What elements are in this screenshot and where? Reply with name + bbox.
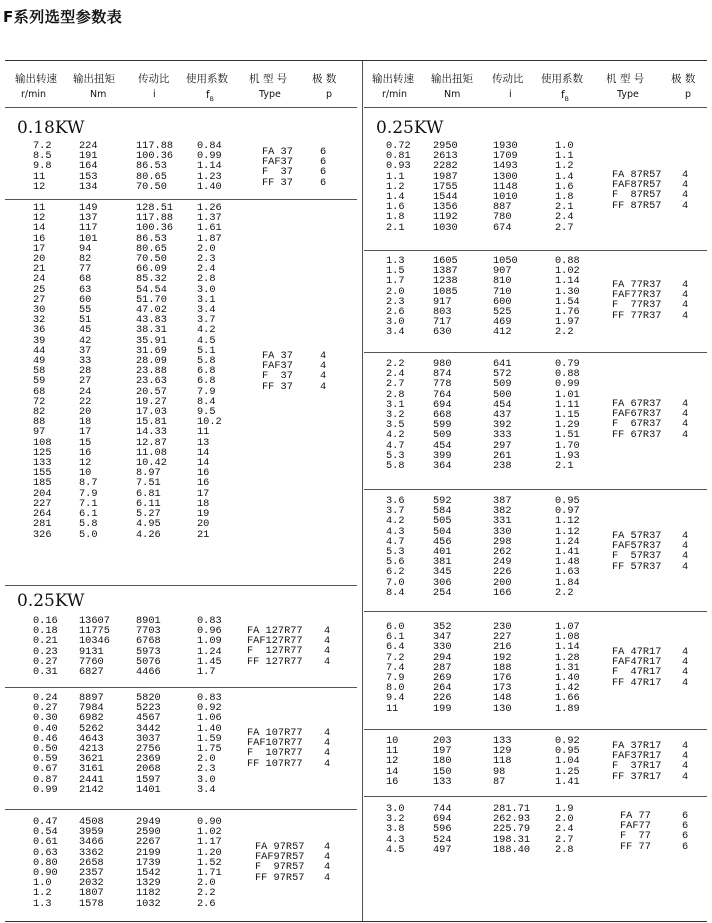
- ratio-cells: 2949 2590 2267 2199 1739 1542 1329 1182 1032: [136, 816, 161, 910]
- factor-cells: 0.88 1.02 1.14 1.30 1.54 1.76 1.97 2.2: [555, 255, 580, 339]
- ratio-cells: 1930 1709 1493 1300 1148 1010 887 780 674: [493, 140, 518, 234]
- factor-cells: 1.07 1.08 1.14 1.28 1.31 1.40 1.42 1.66 1.89: [555, 621, 580, 715]
- power-label: 0.25KW: [376, 118, 444, 138]
- header-ratio: 传动比: [138, 73, 170, 85]
- pole-cells: 4 4 4 4: [682, 169, 689, 212]
- speed-cells: 3.6 3.7 4.2 4.3 4.7 5.3 5.6 6.2 7.0 8.4: [386, 495, 405, 599]
- header-model: 机 型 号: [606, 73, 645, 85]
- pole-cells: 4 4 4 4: [324, 841, 331, 884]
- speed-cells: 2.2 2.4 2.7 2.8 3.1 3.2 3.5 4.2 4.7 5.3 5.8: [386, 358, 405, 473]
- factor-cells: 0.83 0.92 1.06 1.40 1.59 1.75 2.0 2.3 3.0 3.4: [197, 692, 222, 796]
- pole-cells: 4 4 4 4: [324, 625, 331, 668]
- unit-pole: p: [685, 89, 692, 100]
- divider: [5, 687, 357, 688]
- column-divider: [362, 61, 363, 921]
- torque-cells: 13607 11775 10346 9131 7760 6827: [79, 615, 110, 679]
- torque-cells: 1605 1387 1238 1085 917 803 717 630: [433, 255, 458, 339]
- ratio-cells: 8901 7703 6768 5973 5076 4466: [136, 615, 161, 679]
- divider: [364, 796, 707, 797]
- ratio-cells: 281.71 262.93 225.79 198.31 188.40: [493, 803, 531, 856]
- factor-cells: 0.90 1.02 1.17 1.20 1.52 1.71 2.0 2.2 2.6: [197, 816, 222, 910]
- model-cells: FA 37R17 FAF37R17 F 37R17 FF 37R17: [612, 740, 662, 783]
- speed-cells: 6.0 6.1 6.4 7.2 7.4 7.9 8.0 9.4 11: [386, 621, 405, 715]
- speed-cells: 0.47 0.54 0.61 0.63 0.80 0.90 1.0 1.2 1.3: [33, 816, 58, 910]
- unit-model: Type: [259, 89, 281, 100]
- speed-cells: 0.24 0.27 0.30 0.40 0.46 0.50 0.59 0.67 0.87 0.99: [33, 692, 58, 796]
- unit-ratio: i: [153, 89, 156, 100]
- pole-cells: 6 6 6 6: [682, 810, 689, 853]
- pole-cells: 6 6 6 6: [320, 146, 327, 189]
- ratio-cells: 5820 5223 4567 3442 3037 2756 2369 2068 1597 1401: [136, 692, 161, 796]
- pole-cells: 4 4 4 4: [682, 279, 689, 322]
- right-column: [364, 61, 707, 921]
- torque-cells: 224 191 164 153 134: [79, 140, 98, 193]
- divider: [5, 585, 357, 586]
- header-model: 机 型 号: [249, 73, 288, 85]
- torque-cells: 980 874 778 764 694 668 599 509 454 399 364: [433, 358, 452, 473]
- unit-factor: $f_B$: [206, 89, 214, 103]
- divider: [364, 107, 707, 108]
- power-label: 0.25KW: [17, 591, 85, 611]
- header-speed: 输出转速: [15, 73, 57, 85]
- speed-cells: 10 11 12 14 16: [386, 735, 399, 788]
- unit-ratio: i: [509, 89, 512, 100]
- header-torque: 输出扭矩: [431, 73, 473, 85]
- pole-cells: 4 4 4 4: [682, 646, 689, 689]
- table-header: [5, 71, 357, 105]
- header-factor: 使用系数: [541, 73, 583, 85]
- speed-cells: 11 12 14 16 17 20 21 24 25 27 30 32 36 39 44 49 58 59 68 72 82 88 97 108 125 133 155 185 204 227 264 281 326: [33, 202, 52, 541]
- header-factor: 使用系数: [186, 73, 228, 85]
- model-cells: FA 77 FAF77 F 77 FF 77: [620, 810, 651, 853]
- model-cells: FA 37 FAF37 F 37 FF 37: [262, 146, 293, 189]
- ratio-cells: 1050 907 810 710 600 525 469 412: [493, 255, 518, 339]
- header-pole: 极 数: [312, 73, 337, 85]
- speed-cells: 1.3 1.5 1.7 2.0 2.3 2.6 3.0 3.4: [386, 255, 405, 339]
- pole-cells: 4 4 4 4: [682, 530, 689, 573]
- unit-torque: Nm: [90, 89, 107, 100]
- model-cells: FA 97R57 FAF97R57 F 97R57 FF 97R57: [255, 841, 305, 884]
- torque-cells: 203 197 180 150 133: [433, 735, 452, 788]
- ratio-cells: 641 572 509 500 454 437 392 333 297 261 238: [493, 358, 512, 473]
- model-cells: FA 87R57 FAF87R57 F 87R57 FF 87R57: [612, 169, 662, 212]
- divider: [364, 729, 707, 730]
- selection-table: [5, 60, 707, 922]
- torque-cells: 2950 2613 2282 1987 1755 1544 1356 1192 1030: [433, 140, 458, 234]
- factor-cells: 1.0 1.1 1.2 1.4 1.6 1.8 2.1 2.4 2.7: [555, 140, 574, 234]
- pole-cells: 4 4 4 4: [682, 398, 689, 441]
- factor-cells: 1.9 2.0 2.4 2.7 2.8: [555, 803, 574, 856]
- ratio-cells: 128.51 117.88 100.36 86.53 80.65 70.50 66.09 85.32 54.54 51.70 47.02 43.83 38.31 35.91 31.69 28.09 23.88 23.63 20.57 19.27 17.03 15.81 14.33 12.87 11.08 10.42 8.97 7.51 6.81 6.11 5.27 4.95 4.26: [136, 202, 174, 541]
- divider: [5, 199, 357, 200]
- pole-cells: 4 4 4 4: [320, 350, 327, 393]
- model-cells: FA 57R37 FAF57R37 F 57R37 FF 57R37: [612, 530, 662, 573]
- divider: [364, 352, 707, 353]
- header-pole: 极 数: [671, 73, 696, 85]
- torque-cells: 744 694 596 524 497: [433, 803, 452, 856]
- factor-cells: 0.84 0.99 1.14 1.23 1.40: [197, 140, 222, 193]
- model-cells: FA 67R37 FAF67R37 F 67R37 FF 67R37: [612, 398, 662, 441]
- torque-cells: 149 137 117 101 94 82 77 68 63 60 55 51 45 42 37 33 28 27 24 22 20 18 17 15 16 12 10 8.7 7.9 7.1 6.1 5.8 5.0: [79, 202, 98, 541]
- torque-cells: 4508 3959 3466 3362 2658 2357 2032 1807 1578: [79, 816, 104, 910]
- speed-cells: 3.0 3.2 3.8 4.3 4.5: [386, 803, 405, 856]
- factor-cells: 0.95 0.97 1.12 1.12 1.24 1.41 1.48 1.63 1.84 2.2: [555, 495, 580, 599]
- table-header: [364, 71, 707, 105]
- torque-cells: 352 347 330 294 287 269 264 226 199: [433, 621, 452, 715]
- ratio-cells: 117.88 100.36 86.53 80.65 70.50: [136, 140, 174, 193]
- divider: [364, 250, 707, 251]
- factor-cells: 0.92 0.95 1.04 1.25 1.41: [555, 735, 580, 788]
- speed-cells: 0.72 0.81 0.93 1.1 1.2 1.4 1.6 1.8 2.1: [386, 140, 411, 234]
- model-cells: FA 37 FAF37 F 37 FF 37: [262, 350, 293, 393]
- unit-speed: r/min: [21, 89, 47, 100]
- pole-cells: 4 4 4 4: [324, 727, 331, 770]
- factor-cells: 1.26 1.37 1.61 1.87 2.0 2.3 2.4 2.8 3.0 3.1 3.4 3.7 4.2 4.5 5.1 5.8 6.8 6.8 7.9 8.4 9.5 10.2 11 13 14 14 16 16 17 18 19 20 21: [197, 202, 222, 541]
- ratio-cells: 230 227 216 192 188 176 173 148 130: [493, 621, 512, 715]
- power-label: 0.18KW: [17, 118, 85, 138]
- header-speed: 输出转速: [372, 73, 414, 85]
- speed-cells: 0.16 0.18 0.21 0.23 0.27 0.31: [33, 615, 58, 679]
- ratio-cells: 387 382 331 330 298 262 249 226 200 166: [493, 495, 512, 599]
- factor-cells: 0.83 0.96 1.09 1.24 1.45 1.7: [197, 615, 222, 679]
- unit-torque: Nm: [444, 89, 461, 100]
- model-cells: FA 127R77 FAF127R77 F 127R77 FF 127R77: [247, 625, 303, 668]
- pole-cells: 4 4 4 4: [682, 740, 689, 783]
- speed-cells: 7.2 8.5 9.8 11 12: [33, 140, 52, 193]
- divider: [5, 809, 357, 810]
- model-cells: FA 77R37 FAF77R37 F 77R37 FF 77R37: [612, 279, 662, 322]
- factor-cells: 0.79 0.88 0.99 1.01 1.11 1.15 1.29 1.51 1.70 1.93 2.1: [555, 358, 580, 473]
- torque-cells: 592 584 505 504 456 401 381 345 306 254: [433, 495, 452, 599]
- unit-speed: r/min: [382, 89, 408, 100]
- unit-model: Type: [617, 89, 639, 100]
- model-cells: FA 47R17 FAF47R17 F 47R17 FF 47R17: [612, 646, 662, 689]
- page-title: F系列选型参数表: [3, 8, 123, 26]
- header-ratio: 传动比: [492, 73, 524, 85]
- ratio-cells: 133 129 118 98 87: [493, 735, 512, 788]
- divider: [364, 611, 707, 612]
- torque-cells: 8897 7984 6982 5262 4643 4213 3621 3161 2441 2142: [79, 692, 104, 796]
- unit-pole: p: [326, 89, 333, 100]
- model-cells: FA 107R77 FAF107R77 F 107R77 FF 107R77: [247, 727, 303, 770]
- divider: [364, 489, 707, 490]
- header-torque: 输出扭矩: [73, 73, 115, 85]
- unit-factor: $f_B$: [561, 89, 569, 103]
- divider: [5, 107, 357, 108]
- left-column: [5, 61, 357, 921]
